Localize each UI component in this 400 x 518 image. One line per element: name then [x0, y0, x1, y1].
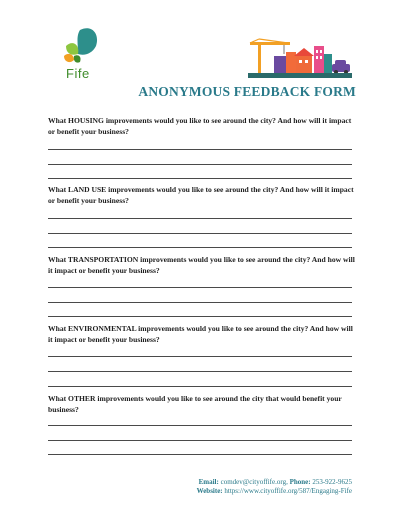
answer-line[interactable]: [48, 247, 352, 248]
website-label: Website:: [196, 487, 223, 495]
footer-website: [197, 487, 352, 495]
question-other: [48, 393, 358, 415]
form-title: ANONYMOUS FEEDBACK FORM: [138, 84, 356, 99]
question-keyword: HOUSING: [68, 116, 104, 125]
question-keyword: LAND USE: [68, 185, 107, 194]
footer-contact: [199, 478, 352, 486]
answer-line[interactable]: [48, 287, 352, 288]
answer-line[interactable]: [48, 218, 352, 219]
question-housing: [48, 115, 358, 137]
answer-line[interactable]: [48, 454, 352, 455]
question-keyword: TRANSPORTATION: [67, 255, 139, 264]
answer-line[interactable]: [48, 356, 352, 357]
question-suffix: improvements would you like to see around the city? And how will it impact or benefit your business?: [48, 255, 355, 275]
question-prefix: What: [48, 255, 68, 264]
question-suffix: improvements would you like to see around the city? And how will it impact or benefit your business?: [48, 116, 352, 136]
answer-line[interactable]: [48, 178, 352, 179]
construction-crane-city-icon: [248, 38, 352, 80]
answer-line[interactable]: [48, 233, 352, 234]
answer-line[interactable]: [48, 371, 352, 372]
email-label: Email:: [198, 478, 219, 486]
phone-label: Phone:: [289, 478, 311, 486]
question-environmental: [48, 323, 358, 345]
question-suffix: improvements would you like to see around the city? And how will it impact or benefit your business?: [48, 185, 354, 205]
question-suffix: improvements would you like to see around the city? And how will it impact or benefit your business?: [48, 324, 353, 344]
question-prefix: What: [48, 185, 69, 194]
answer-line[interactable]: [48, 316, 352, 317]
answer-line[interactable]: [48, 440, 352, 441]
question-keyword: ENVIRONMENTAL: [68, 324, 137, 333]
answer-line[interactable]: [48, 425, 352, 426]
question-transportation: [48, 254, 358, 276]
question-land-use: [48, 184, 358, 206]
question-suffix: improvements would you like to see around the city that would benefit your business?: [48, 394, 342, 414]
website-link[interactable]: https://www.cityoffife.org/587/Engaging-Fife: [224, 487, 352, 495]
answer-line[interactable]: [48, 302, 352, 303]
email-link[interactable]: comdev@cityoffife.org,: [220, 478, 288, 486]
answer-line[interactable]: [48, 164, 352, 165]
question-keyword: OTHER: [68, 394, 96, 403]
cityscape-illustration: [248, 38, 352, 80]
leaf-logo-icon: [58, 26, 108, 68]
question-prefix: What: [48, 116, 69, 125]
phone-number: 253-922-9625: [312, 478, 352, 486]
question-prefix: What: [48, 324, 69, 333]
logo-text: Fife: [66, 66, 90, 81]
answer-line[interactable]: [48, 386, 352, 387]
answer-line[interactable]: [48, 149, 352, 150]
fife-logo: [58, 26, 108, 84]
question-prefix: What: [48, 394, 69, 403]
